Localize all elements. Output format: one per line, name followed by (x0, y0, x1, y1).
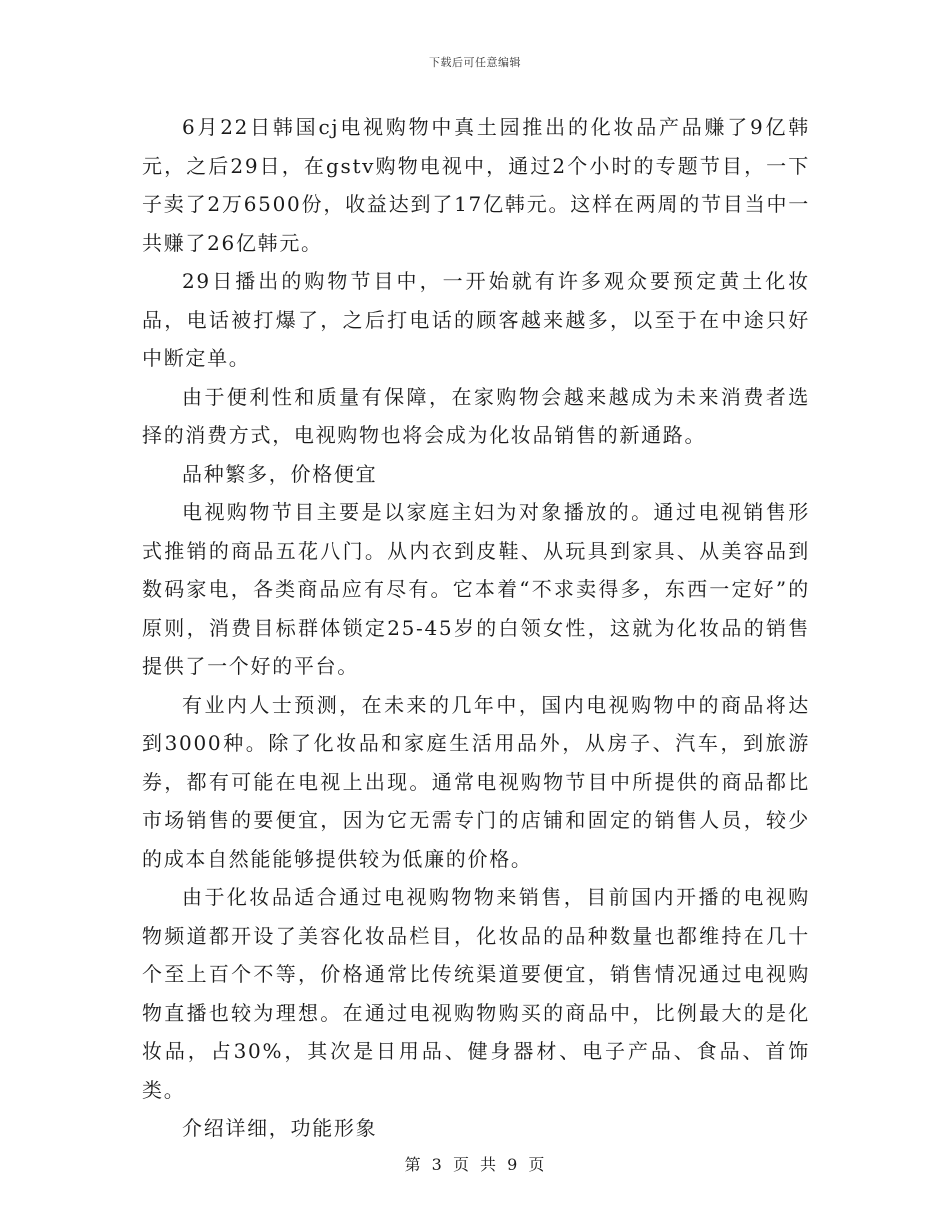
paragraph: 由于化妆品适合通过电视购物物来销售，目前国内开播的电视购物频道都开设了美容化妆品栏目，化妆品的品种数量也都维持在几十个至上百个不等，价格通常比传统渠道要便宜，销售情况通过电视购物直播也较为理想。在通过电视购物购买的商品中，比例最大的是化妆品，占30%，其次是日用品、健身器材、电子产品、食品、首饰类。 (142, 885, 810, 1102)
paragraph: 29日播出的购物节目中，一开始就有许多观众要预定黄土化妆品，电话被打爆了，之后打电话的顾客越来越多，以至于在中途只好中断定单。 (142, 269, 810, 370)
paragraph: 由于便利性和质量有保障，在家购物会越来越成为未来消费者选择的消费方式，电视购物也将会成为化妆品销售的新通路。 (142, 384, 810, 447)
paragraph: 电视购物节目主要是以家庭主妇为对象播放的。通过电视销售形式推销的商品五花八门。从内衣到皮鞋、从玩具到家具、从美容品到数码家电，各类商品应有尽有。它本着“不求卖得多，东西一定好”的原则，消费目标群体锁定25-45岁的白领女性，这就为化妆品的销售提供了一个好的平台。 (142, 500, 810, 678)
page-number: 第 3 页 共 9 页 (404, 1155, 546, 1174)
document-body (142, 108, 810, 1148)
page-header: 下载后可任意编辑 (429, 56, 521, 69)
section-heading: 品种繁多，价格便宜 (182, 461, 378, 486)
paragraph: 有业内人士预测，在未来的几年中，国内电视购物中的商品将达到3000种。除了化妆品和家庭生活用品外，从房子、汽车，到旅游券，都有可能在电视上出现。通常电视购物节目中所提供的商品都比市场销售的要便宜，因为它无需专门的店铺和固定的销售人员，较少的成本自然能能够提供较为低廉的价格。 (142, 692, 810, 871)
section-heading: 介绍详细，功能形象 (182, 1116, 378, 1140)
paragraph: 6月22日韩国cj电视购物中真土园推出的化妆品产品赚了9亿韩元，之后29日，在gstv购物电视中，通过2个小时的专题节目，一下子卖了2万6500份，收益达到了17亿韩元。这样在两周的节目当中一共赚了26亿韩元。 (142, 115, 810, 255)
